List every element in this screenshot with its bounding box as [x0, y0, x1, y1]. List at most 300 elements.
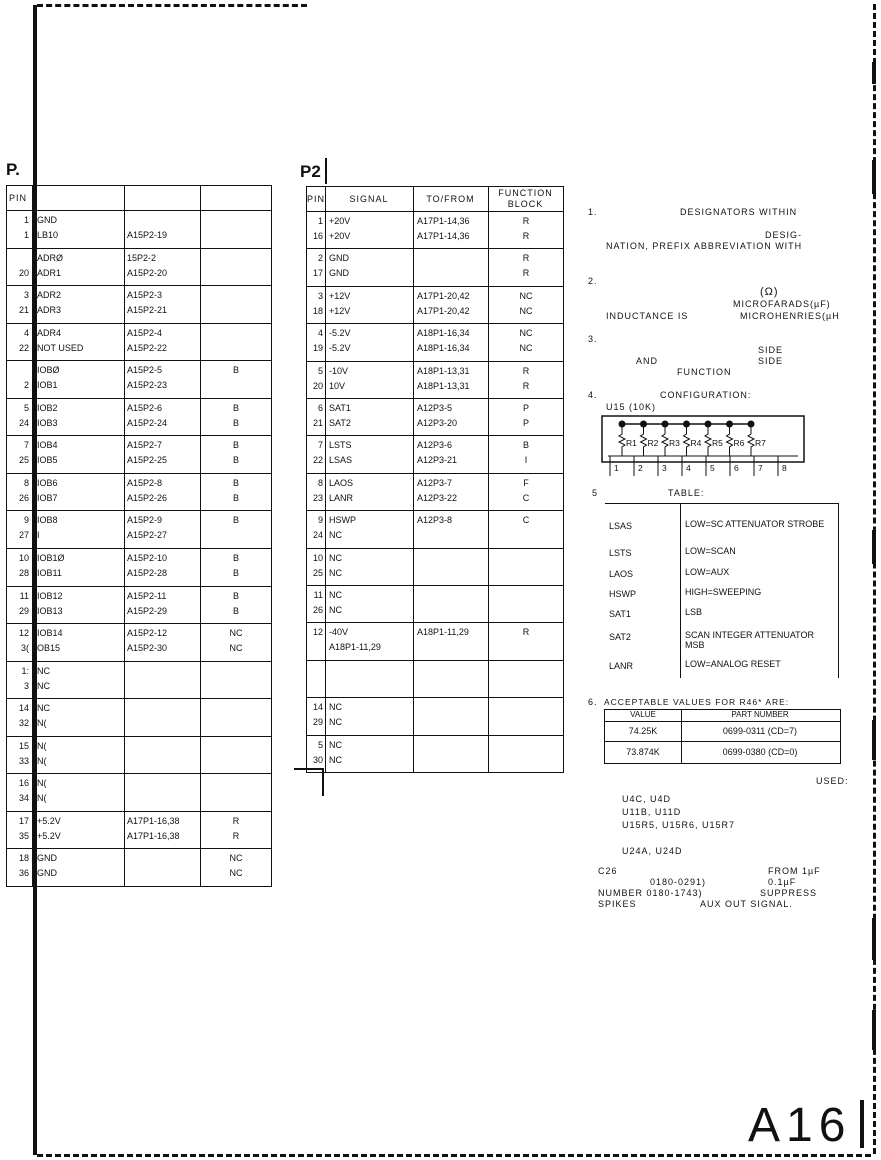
signal-name: GND	[37, 215, 57, 225]
to-from: A12P3-7	[417, 477, 453, 488]
function-block: B	[232, 605, 239, 616]
function-block: R	[232, 815, 240, 826]
pin-number: 18	[312, 305, 323, 316]
p-table-group	[7, 323, 271, 362]
function-block: R	[522, 231, 530, 241]
p2-header-pin: PIN	[307, 194, 326, 204]
pin-number: 3	[23, 290, 29, 301]
function-block: B	[232, 440, 239, 451]
table-signal: LSTS	[609, 548, 632, 558]
right-tick-7	[860, 1100, 864, 1148]
note-8-g: SPIKES	[598, 899, 637, 909]
to-from: A18P1-16,34	[417, 328, 470, 339]
pin-number: 29	[312, 717, 323, 728]
signal-name: IOB4	[37, 440, 58, 451]
signal-name: ADR1	[37, 267, 62, 278]
to-from: A15P2-12	[127, 628, 168, 639]
to-from: A15P2-19	[127, 230, 168, 240]
to-from: A15P2-8	[127, 477, 163, 488]
note-6-a: ACCEPTABLE VALUES FOR R46* ARE:	[604, 697, 790, 707]
signal-name: ADRØ	[37, 252, 64, 263]
function-block: NC	[519, 290, 533, 301]
note-6-v1: 74.25K	[628, 726, 658, 736]
table-meaning: LOW=SCAN	[685, 546, 736, 556]
to-from: A15P2-20	[127, 267, 168, 278]
p2-bracket-v	[322, 768, 324, 796]
resistor-symbol	[662, 424, 668, 456]
signal-name: GND	[37, 868, 57, 879]
table-meaning: LSB	[685, 607, 703, 617]
pin-number: 25	[312, 567, 323, 578]
signal-name: NC	[329, 552, 342, 563]
signal-name: +5.2V	[37, 815, 61, 826]
p2-table-header	[307, 187, 563, 212]
signal-name: NC	[329, 567, 342, 578]
p2-label: P2	[300, 162, 321, 181]
right-tick-4	[872, 720, 876, 760]
to-from: A15P2-11	[127, 590, 167, 601]
signal-name: NC	[329, 739, 342, 750]
p-table-group	[7, 848, 271, 886]
p-left-label: P.	[6, 160, 20, 179]
pin-number: 33	[18, 755, 29, 766]
function-block: R	[522, 216, 530, 226]
to-from: A17P1-20,42	[417, 305, 470, 316]
resistor-symbol	[684, 424, 690, 456]
to-from: A12P3-8	[417, 515, 453, 526]
p2-label-bar	[325, 158, 327, 184]
bottom-border	[37, 1154, 871, 1157]
note-8-f: SUPPRESS	[760, 888, 818, 898]
p-table-group	[7, 435, 271, 474]
note-8-c: 0180-0291)	[650, 877, 707, 887]
to-from: A17P1-16,38	[127, 830, 180, 841]
pin-number: 10	[18, 553, 29, 563]
p-table-group	[7, 698, 271, 737]
function-block: NC	[229, 868, 243, 879]
function-block: NC	[519, 328, 533, 339]
pin-number: 9	[317, 515, 323, 526]
to-from: A15P2-29	[127, 605, 168, 616]
note-2-b: MICROFARADS(µF)	[733, 299, 831, 309]
note-6-p1: 0699-0311 (CD=7)	[722, 726, 798, 736]
pin-label: 3	[662, 463, 668, 473]
table-signal: LANR	[609, 661, 634, 671]
pin-number: 25	[18, 455, 29, 466]
signal-name: 10V	[329, 380, 346, 391]
note-4-num: 4.	[588, 390, 598, 400]
p-table-group	[7, 661, 271, 700]
signal-name: IOB1Ø	[37, 553, 65, 563]
signal-name: -10V	[329, 365, 349, 376]
signal-name: +20V	[329, 231, 351, 241]
table-signal: SAT1	[609, 609, 631, 619]
to-from: A12P3-6	[417, 440, 453, 451]
pin-number: 3(	[20, 643, 29, 654]
pin-number: 35	[18, 830, 29, 841]
p2-header-function: FUNCTION BLOCK	[498, 188, 553, 209]
to-from: A18P1-11,29	[417, 627, 469, 638]
pin-number: 6	[317, 403, 323, 413]
p2-table-group	[307, 248, 563, 286]
board-label: A16	[748, 1099, 852, 1152]
right-tick-3	[872, 530, 876, 564]
signal-name: +12V	[329, 290, 351, 301]
pin-number: 29	[18, 605, 29, 616]
right-tick-6	[872, 1010, 876, 1050]
signal-name: IOB14	[37, 628, 63, 639]
p2-table-group	[307, 323, 563, 361]
pin-label: 5	[710, 463, 716, 473]
note-6-num: 6.	[588, 697, 598, 707]
note-3-c: SIDE	[758, 356, 784, 366]
signal-name: IOB1	[37, 380, 58, 391]
signal-name: LB10	[37, 230, 59, 240]
pin-number: 5	[317, 365, 323, 376]
pin-number: 28	[18, 568, 29, 578]
pin-number: 3	[317, 290, 323, 301]
note-2-d: MICROHENRIES(µH	[740, 311, 840, 321]
function-block: R	[522, 253, 530, 264]
p-table-group	[7, 510, 271, 549]
function-block: B	[232, 402, 239, 413]
function-block: I	[524, 455, 528, 466]
signal-name: -40V	[329, 627, 349, 638]
function-block: C	[522, 492, 530, 503]
note-7-l1: U4C, U4D	[622, 794, 672, 804]
note-3-d: FUNCTION	[677, 367, 732, 377]
function-block: NC	[229, 643, 243, 654]
p-table-group	[7, 210, 271, 249]
p-table-group	[7, 811, 271, 850]
note-8-a: C26	[598, 866, 618, 876]
p-table-group	[7, 360, 271, 399]
note-7-l2: U11B, U11D	[622, 807, 682, 817]
to-from: A18P1-16,34	[417, 343, 470, 354]
signal-name: GND	[329, 268, 349, 279]
p2-table-group	[307, 398, 563, 436]
pin-number: 4	[23, 327, 29, 338]
pin-number: 1:	[21, 665, 29, 676]
note-6-v2: 73.874K	[626, 747, 660, 757]
resistor-symbol	[619, 424, 625, 456]
resistor-symbol	[705, 424, 711, 456]
p-table-group	[7, 586, 271, 625]
pin-number: 4	[317, 328, 323, 339]
to-from: A15P2-22	[127, 342, 168, 353]
to-from: A15P2-27	[127, 530, 168, 541]
resistor-label: R5	[712, 438, 723, 448]
function-block: B	[232, 477, 239, 488]
signal-name: IOB3	[37, 417, 58, 428]
p2-table-group	[307, 735, 563, 772]
to-from: A15P2-21	[127, 305, 168, 316]
note-3-num: 3.	[588, 334, 598, 344]
function-block: NC	[229, 628, 243, 639]
function-block: R	[522, 268, 530, 279]
pin-number: 11	[313, 590, 323, 600]
function-block: B	[232, 590, 239, 601]
note-5-table	[605, 503, 839, 678]
signal-name: NC	[329, 754, 342, 765]
signal-name: IOB2	[37, 402, 58, 413]
signal-name: IOB13	[37, 605, 63, 616]
to-from: A12P3-5	[417, 403, 453, 413]
to-from: A15P2-9	[127, 515, 163, 526]
pin-number: 11	[19, 590, 29, 601]
pin-number: 14	[18, 703, 29, 714]
signal-name: ADR2	[37, 290, 62, 301]
resistor-label: R1	[626, 438, 637, 448]
pin-number: 12	[18, 628, 29, 639]
p2-table-group	[307, 361, 563, 399]
pin-number: 32	[18, 718, 29, 729]
note-5-num: 5	[592, 488, 599, 498]
note-6-h1: VALUE	[630, 710, 656, 719]
p-table-group	[7, 248, 271, 287]
note-8-h: AUX OUT SIGNAL.	[700, 899, 793, 909]
pin-label: 4	[686, 463, 692, 473]
pin-number: 2	[317, 253, 323, 264]
signal-name: NC	[329, 717, 342, 728]
p2-table-group	[307, 548, 563, 586]
signal-name: NC	[329, 702, 342, 713]
function-block: B	[232, 365, 239, 376]
pin-number: 30	[312, 754, 323, 765]
signal-name: GND	[329, 253, 349, 264]
pin-number: 36	[18, 868, 29, 879]
p2-table-group	[307, 585, 563, 623]
function-block: B	[232, 492, 239, 503]
pin-number: 7	[317, 440, 323, 451]
function-block: R	[232, 830, 240, 841]
pin-number: 19	[312, 343, 323, 354]
p2-table-group	[307, 622, 563, 660]
note-4-a: CONFIGURATION:	[660, 390, 752, 400]
p-table-group	[7, 398, 271, 437]
p-table-group	[7, 473, 271, 512]
p-table-group	[7, 285, 271, 324]
function-block: B	[232, 568, 239, 578]
p2-table-group	[307, 286, 563, 324]
function-block: R	[522, 365, 530, 376]
resistor-label: R7	[755, 438, 766, 448]
p2-bracket	[294, 768, 324, 770]
signal-name: N(	[37, 755, 47, 766]
top-border	[37, 4, 307, 7]
table-meaning: LOW=SC ATTENUATOR STROBE	[685, 519, 825, 529]
signal-name: -5.2V	[329, 343, 351, 354]
pin-number: 5	[317, 739, 323, 750]
signal-name: +5.2V	[37, 830, 61, 841]
p-table-group	[7, 548, 271, 587]
right-tick-5	[872, 918, 876, 960]
signal-name: NC	[37, 680, 50, 691]
pin-number: 26	[18, 492, 29, 503]
pin-number: 24	[18, 417, 29, 428]
to-from: A15P2-24	[127, 417, 168, 428]
to-from: A15P2-25	[127, 455, 168, 466]
to-from: A18P1-13,31	[417, 380, 470, 391]
note-8-b: FROM 1µF	[768, 866, 821, 876]
to-from: A17P1-14,36	[417, 231, 470, 241]
function-block: NC	[229, 853, 243, 864]
pin-number: 9	[23, 515, 29, 526]
p-table-header	[7, 186, 271, 211]
pin-number: 17	[18, 815, 29, 826]
signal-name: SAT2	[329, 418, 351, 428]
note-1-num: 1.	[588, 207, 598, 217]
resistor-symbol	[641, 424, 647, 456]
to-from: A12P3-21	[417, 455, 458, 466]
resistor-label: R2	[647, 438, 659, 448]
pin-number: 20	[18, 267, 29, 278]
signal-name: OB15	[37, 643, 61, 654]
p-header-pin: PIN	[9, 193, 28, 203]
pin-number: 10	[312, 552, 323, 563]
pin-number: 15	[18, 740, 29, 751]
to-from: 15P2-2	[127, 252, 157, 263]
p2-table-group	[307, 211, 563, 249]
signal-name: A18P1-11,29	[329, 642, 381, 653]
p2-header-signal: SIGNAL	[349, 194, 389, 204]
pin-number: 8	[23, 477, 29, 488]
pin-number: 21	[312, 418, 323, 428]
note-3-a: SIDE	[758, 345, 784, 355]
pin-number: 22	[312, 455, 323, 466]
pin-number: 20	[312, 380, 323, 391]
signal-name: LSTS	[329, 440, 352, 451]
pin-label: 8	[782, 463, 788, 473]
pin-number: 16	[312, 231, 323, 241]
to-from: A18P1-13,31	[417, 365, 470, 376]
to-from: A17P1-20,42	[417, 290, 470, 301]
to-from: A15P2-3	[127, 290, 163, 301]
note-2-a: (Ω)	[760, 286, 779, 298]
to-from: A15P2-6	[127, 402, 163, 413]
signal-name: IOB12	[37, 590, 63, 601]
signal-name: ADR4	[37, 327, 62, 338]
signal-name: NC	[37, 665, 50, 676]
to-from: A15P2-4	[127, 327, 163, 338]
resistor-label: R4	[690, 438, 702, 448]
to-from: A17P1-14,36	[417, 216, 470, 226]
to-from: A15P2-26	[127, 492, 168, 503]
function-block: B	[522, 440, 529, 451]
resistor-symbol	[727, 424, 733, 456]
pin-label: 6	[734, 463, 740, 473]
pin-number: 34	[18, 793, 29, 804]
signal-name: LAOS	[329, 477, 354, 488]
signal-name: IOB5	[37, 455, 58, 466]
note-2-c: INDUCTANCE IS	[606, 311, 689, 321]
pin-number: 1	[23, 215, 29, 225]
to-from: A15P2-30	[127, 643, 168, 654]
signal-name: HSWP	[329, 515, 356, 526]
signal-name: I	[37, 530, 40, 541]
table-meaning: SCAN INTEGER ATTENUATOR MSB	[685, 630, 815, 650]
pin-number: 1	[317, 216, 323, 226]
signal-name: SAT1	[329, 403, 351, 413]
signal-name: NC	[329, 530, 342, 541]
pin-number: 1	[23, 230, 29, 240]
table-signal: SAT2	[609, 632, 631, 642]
p-table-group	[7, 736, 271, 775]
right-tick-2	[872, 160, 876, 194]
to-from: A12P3-22	[417, 492, 458, 503]
signal-name: N(	[37, 778, 47, 789]
signal-name: IOB6	[37, 477, 58, 488]
function-block: NC	[519, 343, 533, 354]
function-block: P	[522, 418, 529, 428]
signal-name: NC	[329, 590, 342, 600]
pin-label: 2	[638, 463, 644, 473]
p2-table-group	[307, 435, 563, 473]
pin-number: 26	[312, 605, 323, 615]
pin-number: 16	[18, 778, 29, 789]
function-block: B	[232, 515, 239, 526]
note-2-num: 2.	[588, 276, 598, 286]
signal-name: N(	[37, 793, 47, 804]
pin-number: 7	[23, 440, 29, 451]
note-8-d: 0.1µF	[768, 877, 797, 887]
signal-name: GND	[37, 853, 57, 864]
note-4-b: U15 (10K)	[606, 402, 657, 412]
note-1-b: DESIG-	[765, 230, 803, 240]
p-table-group	[7, 773, 271, 812]
to-from: A15P2-28	[127, 568, 168, 578]
table-signal: LSAS	[609, 521, 633, 531]
pin-number: 17	[312, 268, 323, 279]
signal-name: IOB7	[37, 492, 58, 503]
signal-name: +20V	[329, 216, 351, 226]
function-block: F	[523, 477, 529, 488]
signal-name: IOB8	[37, 515, 58, 526]
pin-number: 5	[23, 402, 29, 413]
pin-number: 8	[317, 477, 323, 488]
signal-name: IOBØ	[37, 365, 60, 376]
p2-table-group	[307, 660, 563, 698]
function-block: B	[232, 417, 239, 428]
signal-name: NC	[329, 605, 342, 615]
note-7-used: USED:	[816, 776, 849, 786]
note-1-c: NATION, PREFIX ABBREVIATION WITH	[606, 241, 803, 251]
note-5-a: TABLE:	[668, 488, 705, 498]
pin-label: 1	[614, 463, 620, 473]
function-block: P	[522, 403, 529, 413]
table-meaning: HIGH=SWEEPING	[685, 587, 762, 597]
to-from: A15P2-7	[127, 440, 163, 451]
p-connector-table	[6, 185, 272, 887]
table-signal: LAOS	[609, 569, 634, 579]
signal-name: +12V	[329, 305, 351, 316]
p2-header-tofrom: TO/FROM	[426, 194, 475, 204]
signal-name: NOT USED	[37, 342, 84, 353]
signal-name: N(	[37, 740, 47, 751]
p2-table-group	[307, 510, 563, 548]
to-from: A15P2-23	[127, 380, 168, 391]
table-meaning: LOW=ANALOG RESET	[685, 659, 781, 669]
note-8-e: NUMBER 0180-1743)	[598, 888, 703, 898]
function-block: R	[522, 627, 530, 638]
p2-connector-table	[306, 186, 564, 773]
pin-number: 2	[23, 380, 29, 391]
pin-number: 27	[18, 530, 29, 541]
pin-number: 14	[312, 702, 323, 713]
pin-number: 23	[312, 492, 323, 503]
to-from: A17P1-16,38	[127, 815, 180, 826]
note-6-h2: PART NUMBER	[731, 710, 789, 719]
